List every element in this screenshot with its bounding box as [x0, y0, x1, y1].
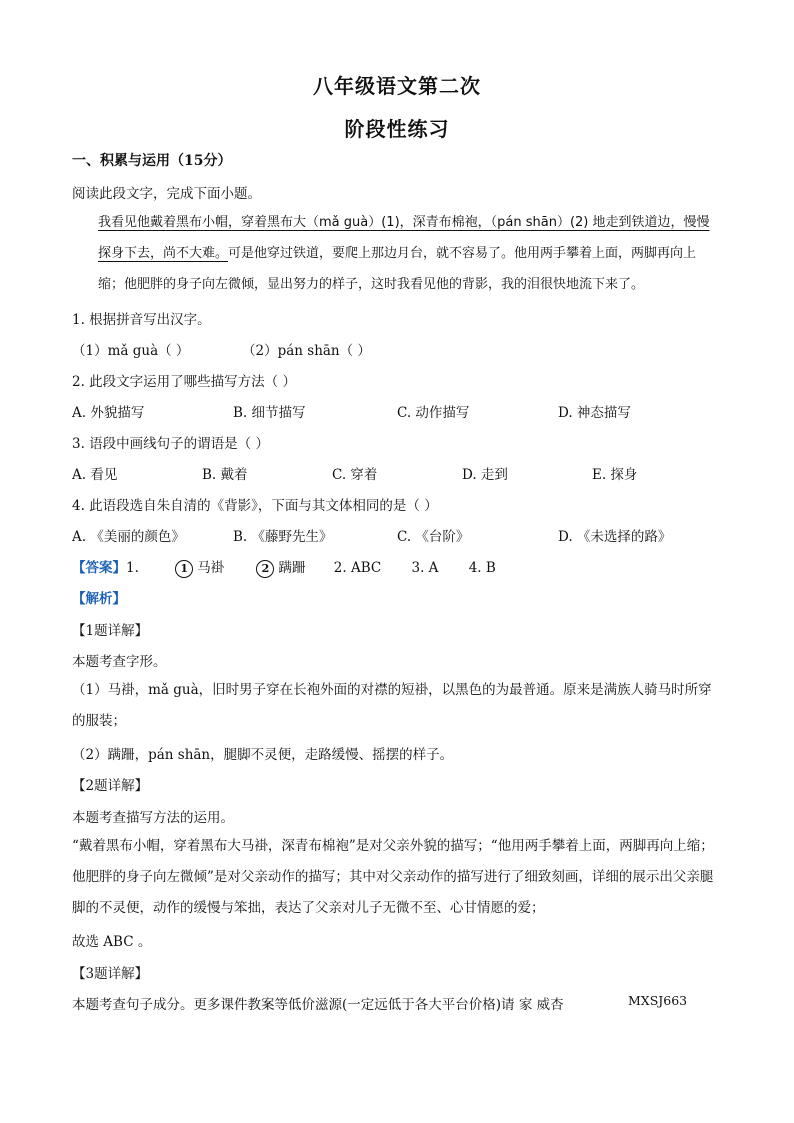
- q4-option-a: A. 《美丽的颜色》: [72, 529, 185, 545]
- q4-option-c: C. 《台阶》: [397, 529, 470, 545]
- passage-continuation: 可是他穿过铁道，要爬上那边月台，就不容易了。他用两手攀着上面，两脚再向上缩；他肥胖的身子向左微倾，显出努力的样子，这时我看见他的背影，我的泪很快地流下来了。: [98, 246, 697, 292]
- section-heading: 一、积累与运用（15分）: [72, 153, 232, 169]
- circled-number-1: 1: [175, 560, 193, 578]
- analysis-label: 【解析】: [72, 591, 126, 607]
- underlined-sentence: 我看见他戴着黑布小帽，穿着黑布大（mǎ guà）(1)，深青布棉袍，（pán shān）(2) 地走到铁道边，慢慢探身下去，尚不大难。: [98, 215, 710, 261]
- answer-q4: 4. B: [468, 560, 496, 576]
- detail-3-intro: 本题考查句子成分。更多课件教案等低价滋源(一定远低于各大平台价格)请 家 威杏: [72, 997, 564, 1013]
- doc-title-line2: 阶段性练习: [344, 117, 450, 141]
- detail-1-paragraph-2: （2）蹒跚，pán shān，腿脚不灵便，走路缓慢、摇摆的样子。: [72, 747, 454, 763]
- q2-option-a: A. 外貌描写: [72, 405, 145, 421]
- instruction-text: 阅读此段文字，完成下面小题。: [72, 186, 261, 202]
- reading-passage: [72, 207, 722, 300]
- q2-option-d: D. 神态描写: [558, 405, 631, 421]
- answer-row: [72, 556, 496, 578]
- q3-option-a: A. 看见: [72, 467, 118, 483]
- q2-option-c: C. 动作描写: [397, 405, 470, 421]
- answer-q1-number: 1.: [126, 560, 139, 576]
- question-1: 1. 根据拼音写出汉字。: [72, 312, 211, 328]
- q1-blank-2: （2）pán shān（ ）: [242, 343, 371, 359]
- answer-label: 【答案】: [72, 560, 126, 576]
- footer-code: MXSJ663: [628, 993, 688, 1008]
- answer-q2: 2. ABC: [333, 560, 382, 576]
- q3-option-e: E. 探身: [592, 467, 638, 483]
- circled-number-2: 2: [256, 560, 274, 578]
- detail-2-conclusion: 故选 ABC 。: [72, 934, 152, 950]
- doc-title-line1: 八年级语文第二次: [313, 74, 481, 98]
- q2-option-b: B. 细节描写: [233, 405, 306, 421]
- q3-option-c: C. 穿着: [332, 467, 378, 483]
- answer-q3: 3. A: [411, 560, 439, 576]
- q4-option-b: B. 《藤野先生》: [233, 529, 333, 545]
- detail-2-label: 【2题详解】: [72, 778, 149, 794]
- q1-blank-1: （1）mǎ guà（ ）: [72, 343, 190, 359]
- detail-2-intro: 本题考查描写方法的运用。: [72, 810, 234, 826]
- detail-1-intro: 本题考查字形。: [72, 654, 167, 670]
- answer-q1-part1: 马褂: [197, 560, 225, 576]
- detail-1-paragraph-1: （1）马褂，mǎ guà，旧时男子穿在长袍外面的对襟的短褂，以黑色的为最普通。原来是满族人骑马时所穿的服装；: [72, 682, 712, 729]
- q3-option-d: D. 走到: [462, 467, 508, 483]
- q4-option-d: D. 《未选择的路》: [558, 529, 672, 545]
- answer-q1-part2: 蹒跚: [278, 560, 306, 576]
- question-3: 3. 语段中画线句子的谓语是（ ）: [72, 436, 269, 452]
- detail-3-label: 【3题详解】: [72, 966, 149, 982]
- question-2: 2. 此段文字运用了哪些描写方法（ ）: [72, 374, 296, 390]
- question-4: 4. 此语段选自朱自清的《背影》，下面与其文体相同的是（ ）: [72, 498, 438, 514]
- detail-1-label: 【1题详解】: [72, 623, 149, 639]
- q3-option-b: B. 戴着: [202, 467, 248, 483]
- detail-2-paragraph: “戴着黑布小帽，穿着黑布大马褂，深青布棉袍”是对父亲外貌的描写；“他用两手攀着上面，两脚再向上缩；他肥胖的身子向左微倾”是对父亲动作的描写；其中对父亲动作的描写进行了细致刻画，详细的展示出父亲腿脚的不灵便，动作的缓慢与笨拙，表达了父亲对儿子无微不至、心甘情愿的爱；: [72, 838, 714, 916]
